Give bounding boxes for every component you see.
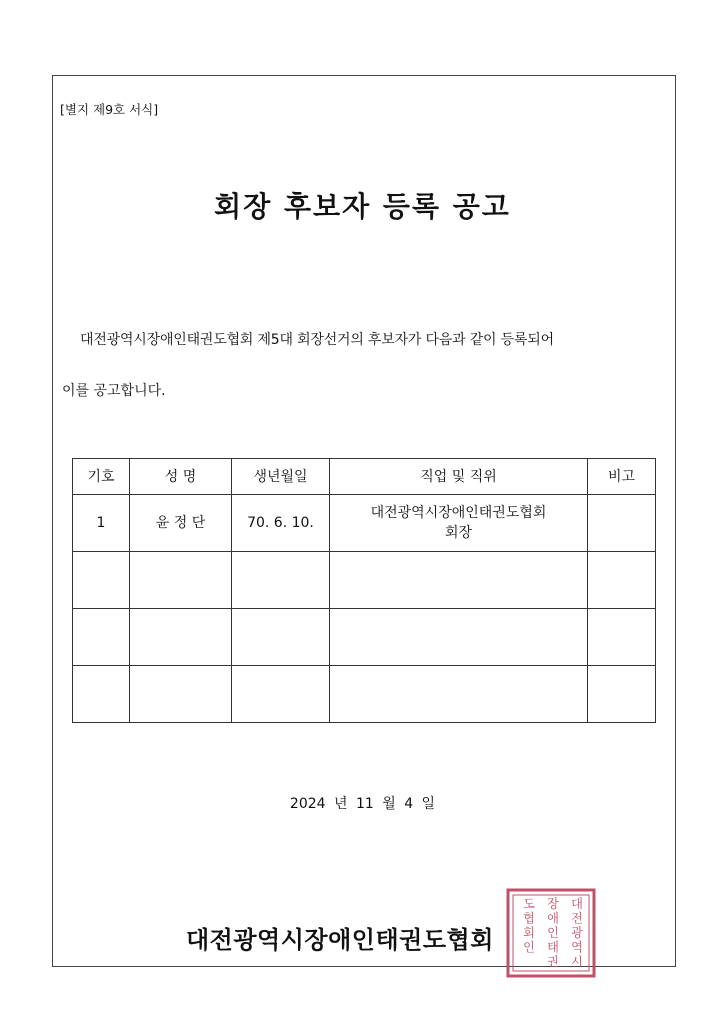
page-title: 회장 후보자 등록 공고 [214, 190, 511, 223]
header-job-position: 직업 및 직위 [330, 459, 588, 495]
header-number: 기호 [73, 459, 130, 495]
table-row [73, 495, 656, 552]
cell-note [588, 495, 656, 552]
cell-job-position [330, 609, 588, 666]
cell-note [588, 609, 656, 666]
cell-name [130, 609, 232, 666]
cell-number [73, 552, 130, 609]
header-note: 비고 [588, 459, 656, 495]
seal-character: 시 [571, 954, 583, 969]
header-birthdate: 생년월일 [232, 459, 330, 495]
seal-character: 장 [547, 897, 559, 912]
seal-character: 회 [523, 926, 535, 941]
seal-character: 인 [523, 940, 535, 955]
seal-character: 권 [547, 954, 559, 969]
header-name: 성 명 [130, 459, 232, 495]
seal-character: 대 [571, 897, 583, 912]
seal-character: 도 [523, 897, 535, 912]
cell-job-position [330, 552, 588, 609]
seal-character: 협 [523, 911, 535, 926]
cell-name [130, 666, 232, 723]
seal-character: 역 [571, 940, 583, 955]
cell-note [588, 666, 656, 723]
seal-character: 인 [547, 926, 559, 941]
cell-job-line-1: 대전광역시장애인태권도협회 [370, 505, 547, 521]
seal-character: 태 [547, 940, 559, 955]
table-row [73, 552, 656, 609]
form-label: [별지 제9호 서식] [60, 102, 159, 117]
table-row [73, 609, 656, 666]
organization-name: 대전광역시장애인태권도협회 [186, 926, 494, 954]
cell-name [130, 552, 232, 609]
candidate-table [72, 458, 656, 723]
cell-birthdate: 70. 6. 10. [232, 495, 330, 552]
cell-birthdate [232, 609, 330, 666]
seal-character: 전 [571, 911, 583, 926]
cell-job-position [330, 666, 588, 723]
cell-job-position [330, 495, 588, 552]
cell-birthdate [232, 666, 330, 723]
cell-number [73, 609, 130, 666]
cell-number: 1 [73, 495, 130, 552]
seal-character: 애 [547, 911, 559, 926]
table-header-row [73, 459, 656, 495]
cell-name: 윤 정 단 [130, 495, 232, 552]
announcement-date: 2024 년 11 월 4 일 [289, 796, 436, 812]
cell-birthdate [232, 552, 330, 609]
seal-character: 광 [571, 926, 583, 941]
cell-number [73, 666, 130, 723]
cell-job-line-2: 회장 [444, 525, 473, 541]
cell-note [588, 552, 656, 609]
official-seal-stamp [505, 887, 597, 979]
announcement-text-line-1: 대전광역시장애인태권도협회 제5대 회장선거의 후보자가 다음과 같이 등록되어 [80, 332, 554, 348]
table-row [73, 666, 656, 723]
announcement-text-line-2: 이를 공고합니다. [62, 383, 166, 399]
